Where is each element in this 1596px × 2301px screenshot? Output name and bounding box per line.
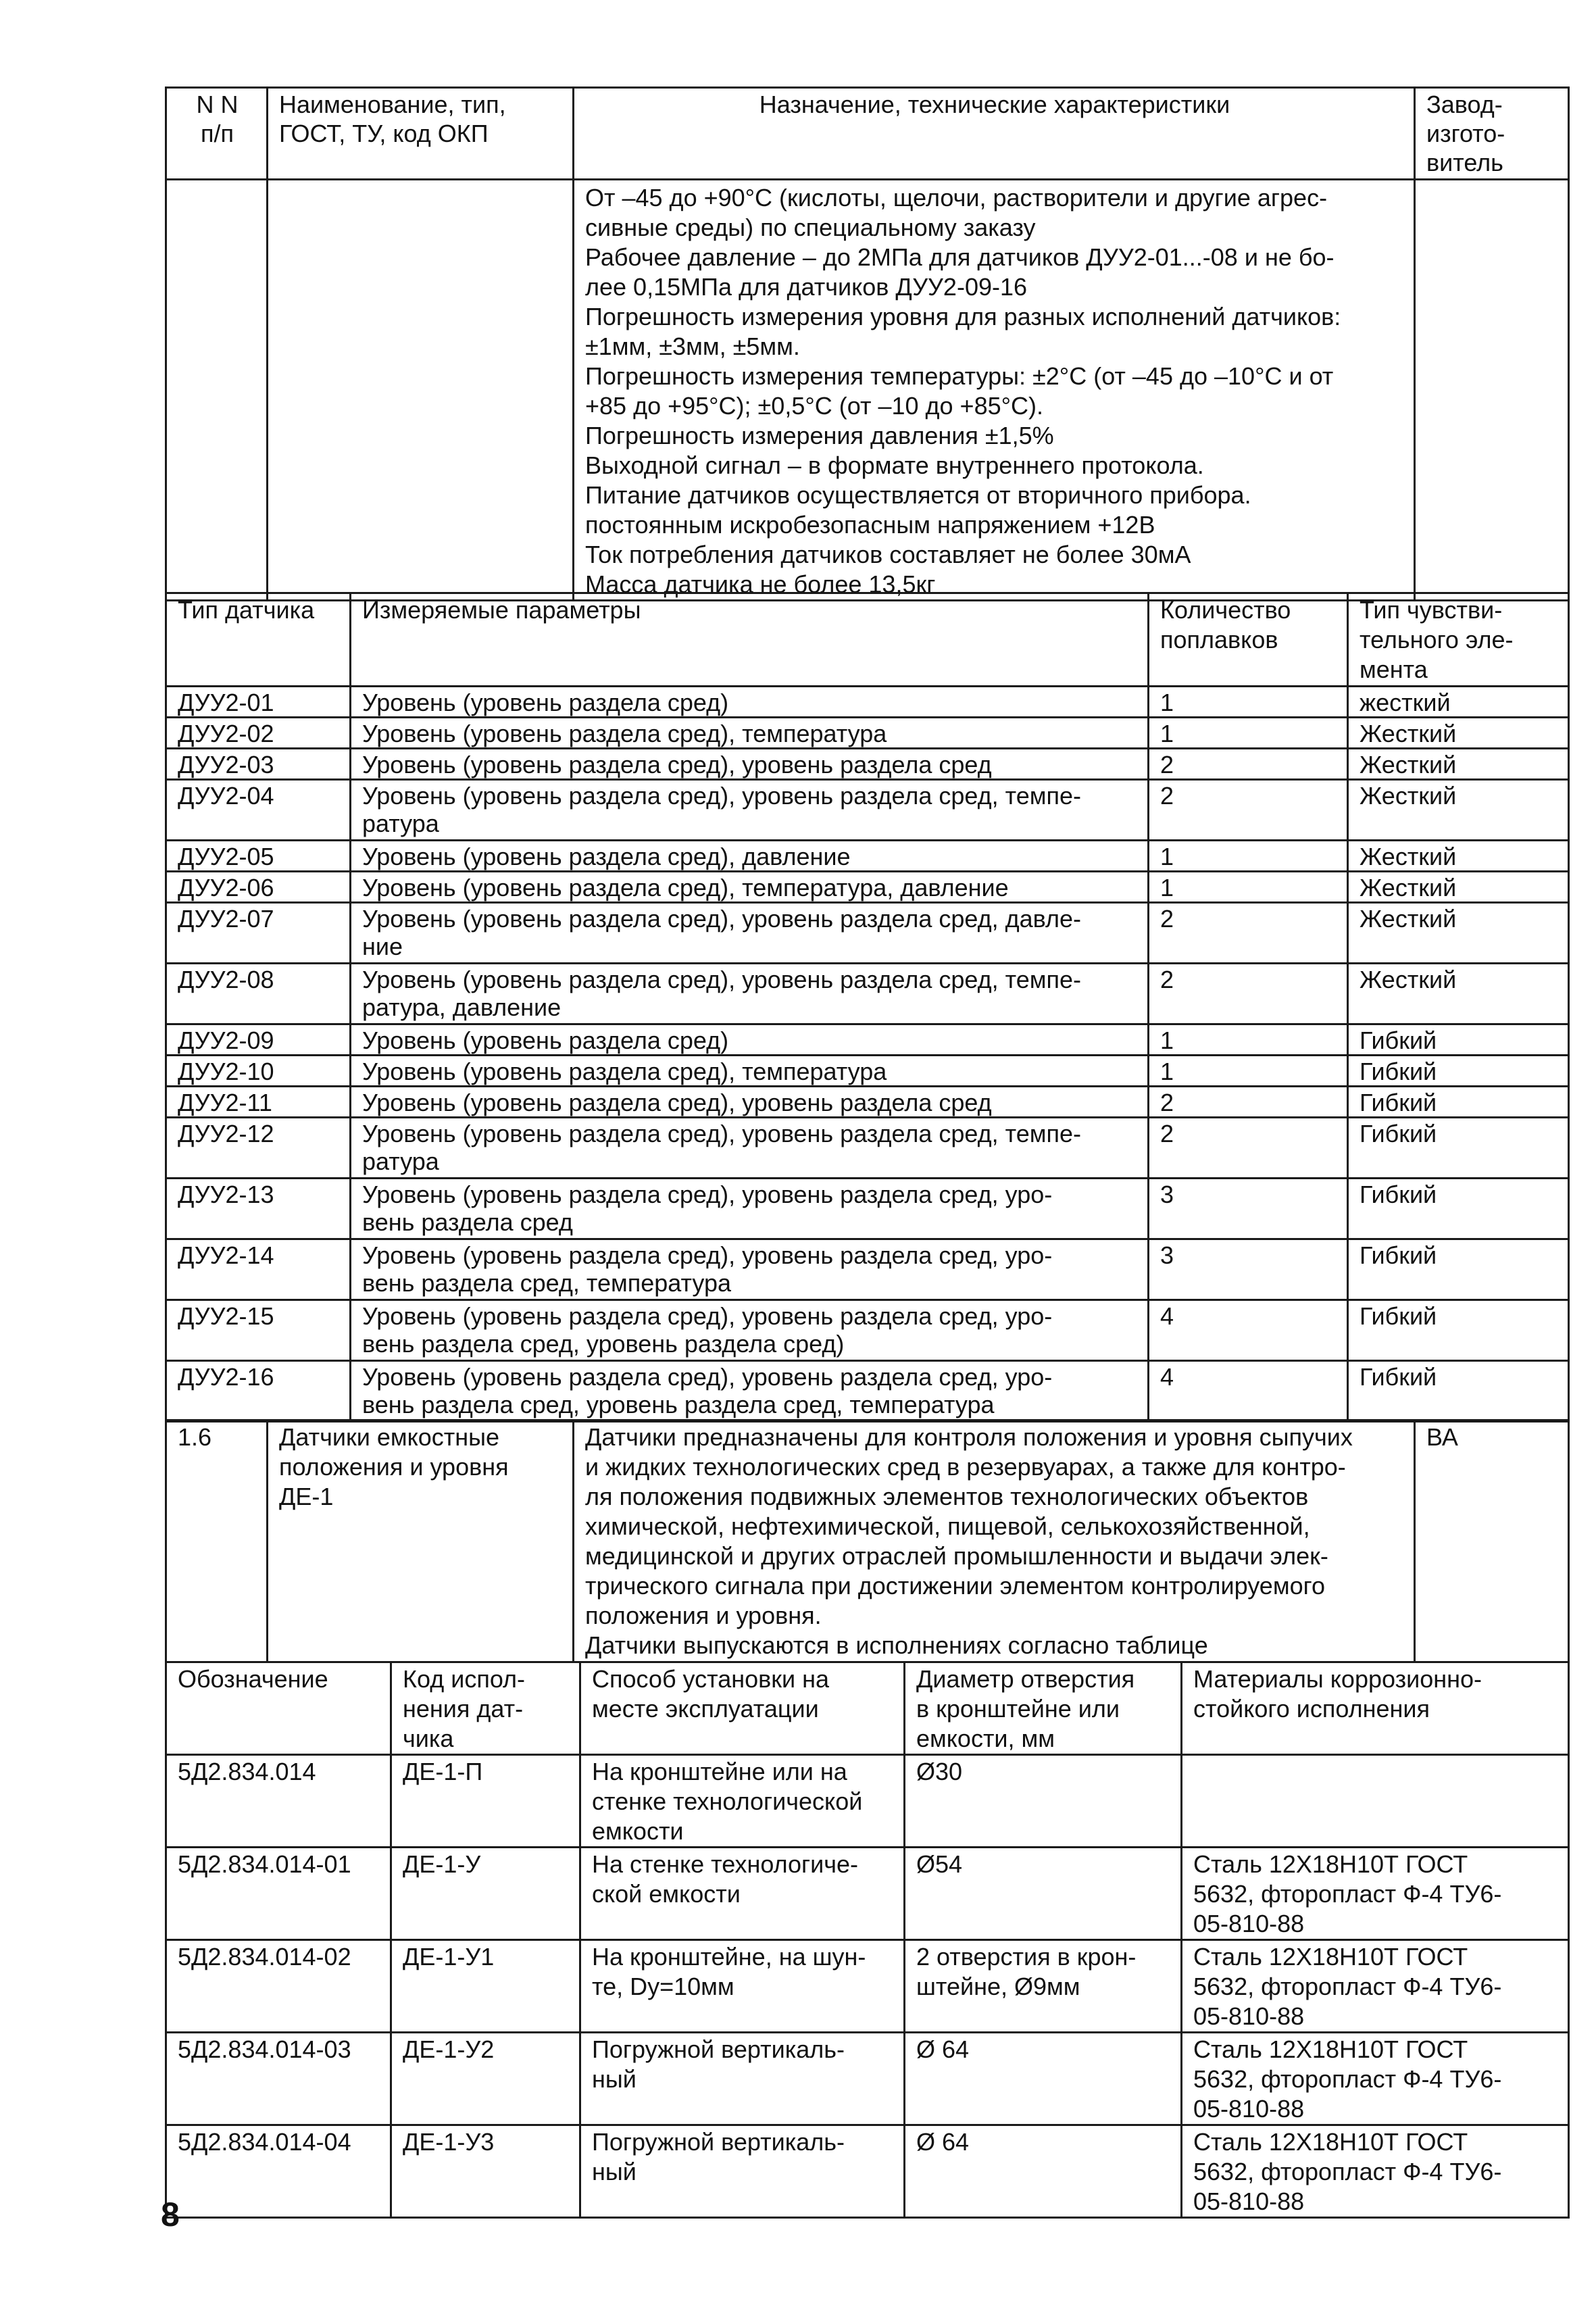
de-materials-cell: Сталь 12Х18Н10Т ГОСТ 5632, фторопласт Ф-4 ТУ6- 05-810-88	[1182, 1940, 1569, 2033]
de-row	[166, 2033, 1569, 2125]
de-code-cell: ДЕ-1-П	[391, 1755, 580, 1848]
sensor-row	[166, 1087, 1569, 1118]
sensor-type-cell: ДУУ2-04	[166, 780, 351, 841]
sensor-element-cell: Гибкий	[1348, 1056, 1569, 1087]
sensor-params-cell: Уровень (уровень раздела сред), уровень раздела сред, темпе- ратура	[351, 1118, 1149, 1179]
header-name: Наименование, тип, ГОСТ, ТУ, код ОКП	[268, 88, 574, 180]
de-row	[166, 1755, 1569, 1848]
sensor-type-cell: ДУУ2-02	[166, 718, 351, 749]
de-header-materials: Материалы коррозионно- стойкого исполнения	[1182, 1662, 1569, 1755]
de-mounting-cell: На кронштейне, на шун- те, Dy=10мм	[580, 1940, 905, 2033]
sensor-floats-cell: 2	[1149, 903, 1348, 964]
sensor-row	[166, 1024, 1569, 1056]
sensor-row	[166, 1118, 1569, 1179]
sensor-types-table	[165, 592, 1570, 1422]
sensor-floats-cell: 1	[1149, 841, 1348, 872]
sensor-row	[166, 1361, 1569, 1422]
main-header-table	[165, 86, 1570, 601]
sensor-element-cell: жесткий	[1348, 687, 1569, 718]
sensor-type-cell: ДУУ2-16	[166, 1361, 351, 1422]
sensor-element-cell: Жесткий	[1348, 964, 1569, 1024]
sensor-type-cell: ДУУ2-07	[166, 903, 351, 964]
sensor-element-cell: Гибкий	[1348, 1087, 1569, 1118]
sensor-row	[166, 1056, 1569, 1087]
sensor-type-cell: ДУУ2-14	[166, 1239, 351, 1300]
sensor-floats-cell: 1	[1149, 718, 1348, 749]
sensor-row	[166, 1179, 1569, 1239]
de-diameter-cell: 2 отверстия в крон- штейне, Ø9мм	[905, 1940, 1182, 2033]
de-header-code: Код испол- нения дат- чика	[391, 1662, 580, 1755]
de-materials-cell: Сталь 12Х18Н10Т ГОСТ 5632, фторопласт Ф-4 ТУ6- 05-810-88	[1182, 2033, 1569, 2125]
sensor-floats-cell: 2	[1149, 964, 1348, 1024]
de-designation-cell: 5Д2.834.014-04	[166, 2125, 391, 2218]
spec-nn-empty	[166, 180, 268, 601]
sensor-header-type: Тип датчика	[166, 593, 351, 687]
sensor-floats-cell: 2	[1149, 1087, 1348, 1118]
sensor-element-cell: Гибкий	[1348, 1361, 1569, 1422]
de-versions-table	[165, 1661, 1570, 2219]
sensor-element-cell: Жесткий	[1348, 872, 1569, 903]
sensor-header-floats: Количество поплавков	[1149, 593, 1348, 687]
sensor-params-cell: Уровень (уровень раздела сред)	[351, 1024, 1149, 1056]
sensor-params-cell: Уровень (уровень раздела сред), уровень раздела сред	[351, 749, 1149, 780]
sensor-params-cell: Уровень (уровень раздела сред), уровень раздела сред, темпе- ратура, давление	[351, 964, 1149, 1024]
header-nn: N N п/п	[166, 88, 268, 180]
sensor-row	[166, 780, 1569, 841]
sensor-floats-cell: 4	[1149, 1300, 1348, 1361]
de-designation-cell: 5Д2.834.014-03	[166, 2033, 391, 2125]
de-diameter-cell: Ø 64	[905, 2125, 1182, 2218]
de-row	[166, 2125, 1569, 2218]
item-1-6-description: Датчики предназначены для контроля положения и уровня сыпучих и жидких технологических сред в резервуарах, а также для контро- ля положения подвижных элементов технологических объектов химической, нефтехимической, пищевой, селькохозяйственной, медицинской и других отраслей промышленности и выдачи элек- трического сигнала при достижении элементом контролируемого положения и уровня. Датчики выпускаются в исполнениях согласно таблице	[574, 1420, 1415, 1662]
sensor-type-cell: ДУУ2-13	[166, 1179, 351, 1239]
sensor-type-cell: ДУУ2-01	[166, 687, 351, 718]
de-designation-cell: 5Д2.834.014	[166, 1755, 391, 1848]
de-row	[166, 1940, 1569, 2033]
sensor-element-cell: Гибкий	[1348, 1118, 1569, 1179]
de-code-cell: ДЕ-1-У	[391, 1848, 580, 1940]
sensor-type-cell: ДУУ2-11	[166, 1087, 351, 1118]
spec-maker-empty	[1415, 180, 1569, 601]
item-1-6-number: 1.6	[166, 1420, 268, 1662]
sensor-element-cell: Жесткий	[1348, 718, 1569, 749]
de-materials-cell: Сталь 12Х18Н10Т ГОСТ 5632, фторопласт Ф-4 ТУ6- 05-810-88	[1182, 2125, 1569, 2218]
de-code-cell: ДЕ-1-У1	[391, 1940, 580, 2033]
de-designation-cell: 5Д2.834.014-01	[166, 1848, 391, 1940]
sensor-floats-cell: 3	[1149, 1179, 1348, 1239]
sensor-row	[166, 718, 1569, 749]
sensor-params-cell: Уровень (уровень раздела сред), уровень раздела сред, уро- вень раздела сред, уровень раздела сред)	[351, 1300, 1149, 1361]
de-materials-cell	[1182, 1755, 1569, 1848]
sensor-params-cell: Уровень (уровень раздела сред), уровень раздела сред, темпе- ратура	[351, 780, 1149, 841]
sensor-type-cell: ДУУ2-12	[166, 1118, 351, 1179]
de-mounting-cell: Погружной вертикаль- ный	[580, 2125, 905, 2218]
sensor-row	[166, 903, 1569, 964]
de-materials-cell: Сталь 12Х18Н10Т ГОСТ 5632, фторопласт Ф-4 ТУ6- 05-810-88	[1182, 1848, 1569, 1940]
item-1-6-table	[165, 1419, 1570, 1663]
sensor-row	[166, 964, 1569, 1024]
de-header-designation: Обозначение	[166, 1662, 391, 1755]
sensor-type-cell: ДУУ2-09	[166, 1024, 351, 1056]
de-mounting-cell: На кронштейне или на стенке технологической емкости	[580, 1755, 905, 1848]
sensor-params-cell: Уровень (уровень раздела сред), уровень раздела сред	[351, 1087, 1149, 1118]
sensor-element-cell: Жесткий	[1348, 903, 1569, 964]
sensor-floats-cell: 3	[1149, 1239, 1348, 1300]
sensor-floats-cell: 2	[1149, 1118, 1348, 1179]
sensor-row	[166, 872, 1569, 903]
sensor-params-cell: Уровень (уровень раздела сред)	[351, 687, 1149, 718]
item-1-6-maker: ВА	[1415, 1420, 1569, 1662]
de-diameter-cell: Ø30	[905, 1755, 1182, 1848]
sensor-params-cell: Уровень (уровень раздела сред), уровень раздела сред, уро- вень раздела сред	[351, 1179, 1149, 1239]
sensor-floats-cell: 1	[1149, 1024, 1348, 1056]
sensor-element-cell: Гибкий	[1348, 1179, 1569, 1239]
de-mounting-cell: На стенке технологиче- ской емкости	[580, 1848, 905, 1940]
sensor-row	[166, 749, 1569, 780]
item-1-6-name: Датчики емкостные положения и уровня ДЕ-1	[268, 1420, 574, 1662]
sensor-type-cell: ДУУ2-06	[166, 872, 351, 903]
sensor-floats-cell: 4	[1149, 1361, 1348, 1422]
sensor-floats-cell: 2	[1149, 749, 1348, 780]
spec-text: От –45 до +90°С (кислоты, щелочи, растворители и другие агрес- сивные среды) по специальному заказу Рабочее давление – до 2МПа для датчиков ДУУ2-01...-08 и не бо- лее 0,15МПа для датчиков ДУУ2-09-16 Погрешность измерения уровня для разных исполнений датчиков: ±1мм, ±3мм, ±5мм. Погрешность измерения температуры: ±2°С (от –45 до –10°С и от +85 до +95°С); ±0,5°С (от –10 до +85°С). Погрешность измерения давления ±1,5% Выходной сигнал – в формате внутреннего протокола. Питание датчиков осуществляется от вторичного прибора. постоянным искробезопасным напряжением +12В Ток потребления датчиков составляет не более 30мА Масса датчика не более 13,5кг	[574, 180, 1415, 601]
sensor-params-cell: Уровень (уровень раздела сред), температура, давление	[351, 872, 1149, 903]
sensor-header-element: Тип чувстви- тельного эле- мента	[1348, 593, 1569, 687]
sensor-row	[166, 1239, 1569, 1300]
sensor-element-cell: Жесткий	[1348, 841, 1569, 872]
sensor-params-cell: Уровень (уровень раздела сред), температура	[351, 718, 1149, 749]
sensor-type-cell: ДУУ2-15	[166, 1300, 351, 1361]
de-diameter-cell: Ø54	[905, 1848, 1182, 1940]
sensor-element-cell: Жесткий	[1348, 780, 1569, 841]
sensor-params-cell: Уровень (уровень раздела сред), уровень раздела сред, уро- вень раздела сред, уровень раздела сред, температура	[351, 1361, 1149, 1422]
de-diameter-cell: Ø 64	[905, 2033, 1182, 2125]
sensor-type-cell: ДУУ2-10	[166, 1056, 351, 1087]
sensor-params-cell: Уровень (уровень раздела сред), давление	[351, 841, 1149, 872]
sensor-element-cell: Гибкий	[1348, 1024, 1569, 1056]
sensor-params-cell: Уровень (уровень раздела сред), уровень раздела сред, давле- ние	[351, 903, 1149, 964]
sensor-floats-cell: 1	[1149, 687, 1348, 718]
de-code-cell: ДЕ-1-У2	[391, 2033, 580, 2125]
sensor-params-cell: Уровень (уровень раздела сред), температура	[351, 1056, 1149, 1087]
de-designation-cell: 5Д2.834.014-02	[166, 1940, 391, 2033]
sensor-floats-cell: 1	[1149, 1056, 1348, 1087]
de-code-cell: ДЕ-1-У3	[391, 2125, 580, 2218]
sensor-element-cell: Гибкий	[1348, 1239, 1569, 1300]
sensor-type-cell: ДУУ2-03	[166, 749, 351, 780]
sensor-params-cell: Уровень (уровень раздела сред), уровень раздела сред, уро- вень раздела сред, температура	[351, 1239, 1149, 1300]
sensor-header-params: Измеряемые параметры	[351, 593, 1149, 687]
header-maker: Завод- изгото- витель	[1415, 88, 1569, 180]
sensor-type-cell: ДУУ2-05	[166, 841, 351, 872]
header-purpose: Назначение, технические характеристики	[574, 88, 1415, 180]
de-mounting-cell: Погружной вертикаль- ный	[580, 2033, 905, 2125]
sensor-floats-cell: 2	[1149, 780, 1348, 841]
de-row	[166, 1848, 1569, 1940]
sensor-row	[166, 1300, 1569, 1361]
de-header-mounting: Способ установки на месте эксплуатации	[580, 1662, 905, 1755]
de-header-diameter: Диаметр отверстия в кронштейне или емкости, мм	[905, 1662, 1182, 1755]
spec-name-empty	[268, 180, 574, 601]
sensor-row	[166, 687, 1569, 718]
sensor-type-cell: ДУУ2-08	[166, 964, 351, 1024]
sensor-row	[166, 841, 1569, 872]
sensor-element-cell: Гибкий	[1348, 1300, 1569, 1361]
sensor-element-cell: Жесткий	[1348, 749, 1569, 780]
page-number: 8	[161, 2196, 180, 2233]
sensor-floats-cell: 1	[1149, 872, 1348, 903]
